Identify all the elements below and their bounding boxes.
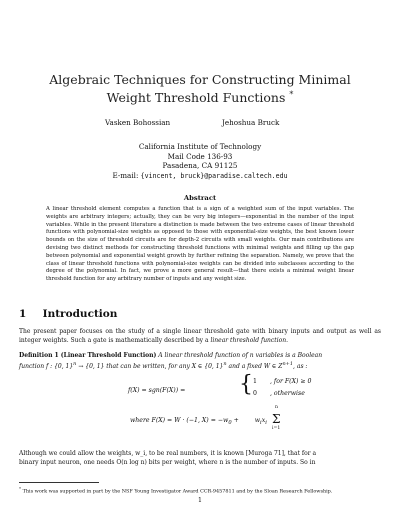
city: Pasadena, CA 91125 [162,161,238,171]
section-title: Introduction [42,308,118,320]
mail-code: Mail Code 136-93 [167,151,233,161]
author-1: Vasken Bohossian [105,118,171,127]
body-line2: binary input neuron, one needs O(n log n) bits per weight, where n is the number of inputs. So in [19,459,316,467]
title-footnote-mark: * [289,90,294,99]
affiliation-block [0,142,400,181]
intro-paragraph [19,327,381,345]
section-number: 1 [19,308,27,320]
case-2-value: 0 [253,390,257,397]
body-paragraph [19,449,381,467]
intro-text: The present paper focuses on the study of a single linear threshold gate with binary inputs and output as well as integer weights. Such a gate is mathematically described by a [19,328,381,345]
institution: California Institute of Technology [138,142,262,151]
email-label: E-mail: [112,170,139,180]
definition-label: Definition 1 (Linear Threshold Function) [19,352,157,359]
abstract-heading: Abstract [183,194,217,202]
cases-brace: { [239,372,253,397]
footnote-text: This work was supported in part by the NSF Young Investigator Award CCR-9457811 and by the Sloan Research Fellowship. [22,488,333,495]
sum-upper: n [275,405,278,410]
title-text: Algebraic Techniques for Constructing Minimal Weight Threshold Functions [49,72,351,106]
abstract-text: A linear threshold element computes a function that is a sign of a weighted sum of the input variables. The weights are arbitrary integers; actually, they can be very big integers—exponential in the number of the input variables. While in the present literature a distinction is made between the two extreme cases of linear threshold functions with polynomial-size weights as opposed to those with exponential-size weights, the best known lower bounds on the size of threshold circuits are for depth-2 circuits with small weights. Our main contributions are devising two distinct methods for constructing threshold functions with minimal weights and filling up the gap between polynomial and exponential weight growth by further refining the separation. Namely, we prove that the class of linear threshold functions with polynomial-size weights can be divided into subclasses according to the degree of the polynomial. In fact, we prove a more general result—that there exists a minimal weight linear threshold function for any arbitrary number of inputs and any weight size. [46,206,354,283]
definition-line1: A linear threshold function of n variables is a Boolean [158,352,323,359]
case-2-condition: , otherwise [270,390,305,397]
section-heading [19,308,117,320]
intro-end: . [286,337,289,345]
sum-symbol: Σ [272,412,281,426]
paper-title [30,72,370,105]
definition-line2: function f : {0, 1}$^n$ → {0, 1} that can be written, for any X ∈ {0, 1}$^n$ and a fixed W ∈ $Z^{n+1}$, as : [19,361,308,371]
author-2: Jehoshua Bruck [222,118,280,127]
sum-lower: i=1 [272,426,281,431]
footnote-rule [19,482,99,483]
footnote-mark: * [19,486,22,491]
definition-block [19,351,381,371]
body-line1: Although we could allow the weights, w_i, to be real numbers, it is known [Muroga 71], that for a [19,450,317,457]
email-address: {vincent, bruck}@paradise.caltech.edu [140,171,288,180]
where-equation: where F(X) = W · (−1, $X) = -w_0 + w_ix_i$ [130,417,267,427]
intro-emphasis: linear threshold function [210,337,287,345]
page-number: 1 [198,497,202,504]
case-1-value: 1 [253,378,257,385]
case-1-condition: , for F(X) ≥ 0 [270,378,312,385]
footnote [19,485,381,496]
email-line [0,171,400,182]
equation-lhs: f(X) = sgn(F(X)) = [128,387,186,394]
